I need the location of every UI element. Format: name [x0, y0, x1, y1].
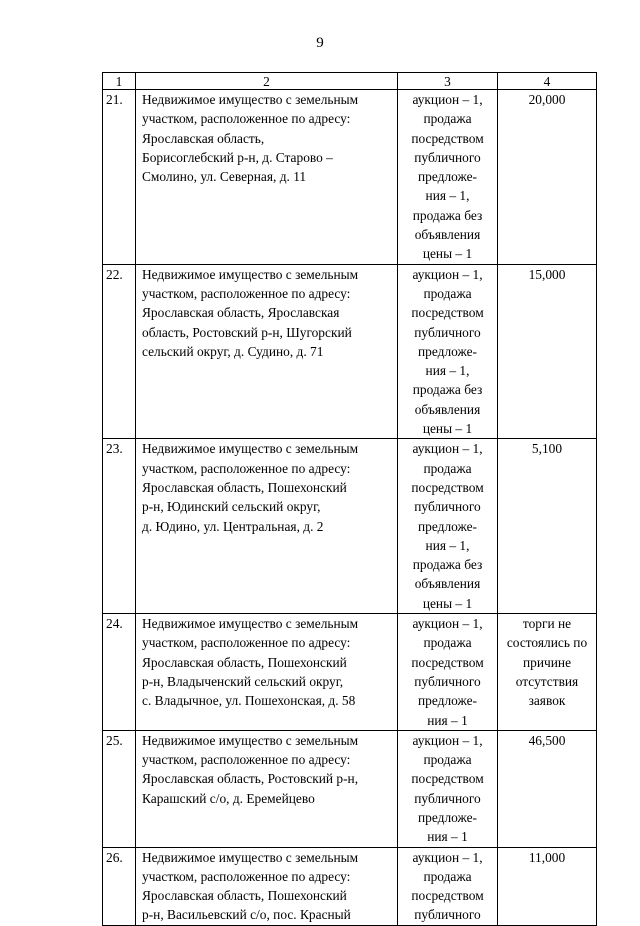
sale-result: 5,100 — [498, 439, 597, 614]
property-description: Недвижимое имущество с земельным участком, расположенное по адресу: Ярославская область, Пошехонский р-н, Юдинский сельский округ, д. Юдино, ул. Центральная, д. 2 — [136, 439, 398, 614]
table-row — [103, 614, 597, 731]
sale-method: аукцион – 1, продажа посредством публичного предложе- ния – 1 — [398, 614, 498, 731]
sale-result: 46,500 — [498, 730, 597, 847]
table-row — [103, 90, 597, 265]
sale-method: аукцион – 1, продажа посредством публичного предложе- ния – 1, продажа без объявления цены – 1 — [398, 264, 498, 439]
sale-method: аукцион – 1, продажа посредством публичного — [398, 847, 498, 925]
property-description: Недвижимое имущество с земельным участком, расположенное по адресу: Ярославская область, Пошехонский р-н, Владыченский сельский округ, с. Владычное, ул. Пошехонская, д. 58 — [136, 614, 398, 731]
table-row — [103, 847, 597, 925]
sale-method: аукцион – 1, продажа посредством публичного предложе- ния – 1 — [398, 730, 498, 847]
sale-method: аукцион – 1, продажа посредством публичного предложе- ния – 1, продажа без объявления цены – 1 — [398, 439, 498, 614]
sale-result: торги не состоялись по причине отсутствия заявок — [498, 614, 597, 731]
column-header-4: 4 — [498, 73, 597, 90]
sale-result: 20,000 — [498, 90, 597, 265]
table-header-row — [103, 73, 597, 90]
column-header-1: 1 — [103, 73, 136, 90]
row-number: 22. — [103, 264, 136, 439]
column-header-2: 2 — [136, 73, 398, 90]
row-number: 21. — [103, 90, 136, 265]
property-description: Недвижимое имущество с земельным участком, расположенное по адресу: Ярославская область, Ярославская область, Ростовский р-н, Шугорский сельский округ, д. Судино, д. 71 — [136, 264, 398, 439]
row-number: 23. — [103, 439, 136, 614]
table-row — [103, 730, 597, 847]
table-row — [103, 264, 597, 439]
property-description: Недвижимое имущество с земельным участком, расположенное по адресу: Ярославская область, Пошехонский р-н, Васильевский с/о, пос. Красный — [136, 847, 398, 925]
property-sales-table — [102, 72, 597, 926]
sale-result: 11,000 — [498, 847, 597, 925]
page-number: 9 — [316, 35, 324, 51]
row-number: 25. — [103, 730, 136, 847]
sale-method: аукцион – 1, продажа посредством публичного предложе- ния – 1, продажа без объявления цены – 1 — [398, 90, 498, 265]
row-number: 24. — [103, 614, 136, 731]
property-description: Недвижимое имущество с земельным участком, расположенное по адресу: Ярославская область, Ростовский р-н, Карашский с/о, д. Еремейцево — [136, 730, 398, 847]
property-description: Недвижимое имущество с земельным участком, расположенное по адресу: Ярославская область, Борисоглебский р-н, д. Старово – Смолино, ул. Северная, д. 11 — [136, 90, 398, 265]
row-number: 26. — [103, 847, 136, 925]
table-row — [103, 439, 597, 614]
column-header-3: 3 — [398, 73, 498, 90]
sale-result: 15,000 — [498, 264, 597, 439]
